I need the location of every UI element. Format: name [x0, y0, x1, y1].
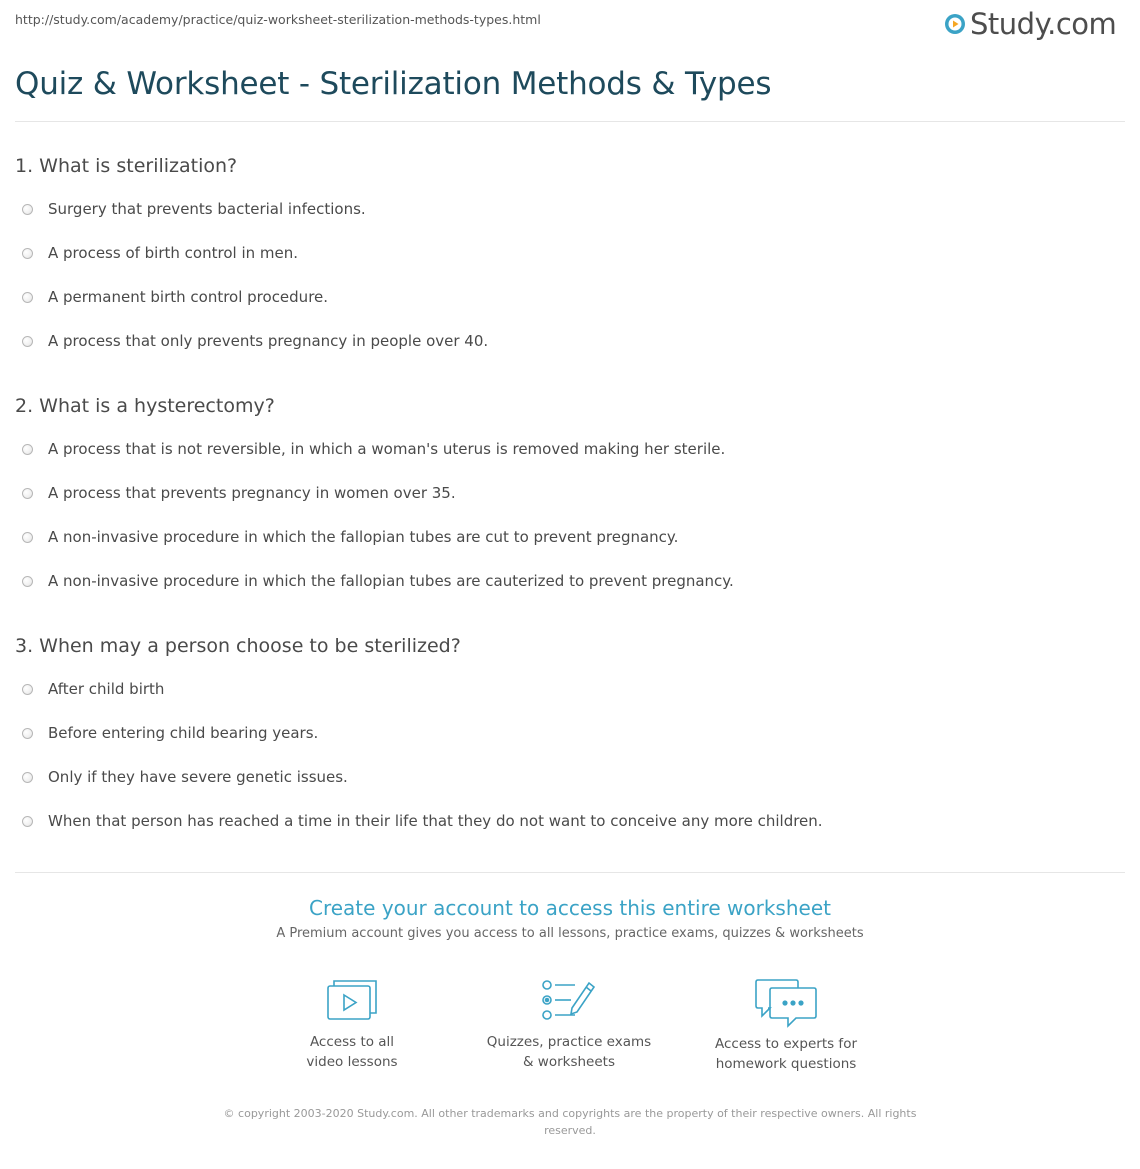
- option-text: A non-invasive procedure in which the fallopian tubes are cauterized to prevent pregnancy.: [48, 572, 734, 590]
- feature-label-line: homework questions: [715, 1056, 857, 1072]
- question-1-option-3[interactable]: [22, 288, 328, 306]
- radio-button[interactable]: [22, 444, 33, 455]
- title-divider: [15, 121, 1125, 122]
- radio-button[interactable]: [22, 292, 33, 303]
- feature-quizzes: [459, 978, 679, 1072]
- feature-label-line: & worksheets: [522, 1054, 615, 1070]
- question-1-option-1[interactable]: [22, 200, 366, 218]
- option-text: Only if they have severe genetic issues.: [48, 768, 348, 786]
- radio-button[interactable]: [22, 816, 33, 827]
- question-3-option-2[interactable]: [22, 724, 318, 742]
- radio-button[interactable]: [22, 248, 33, 259]
- feature-video-lessons: [242, 978, 462, 1072]
- question-2-option-2[interactable]: [22, 484, 456, 502]
- option-text: A process that is not reversible, in which a woman's uterus is removed making her sterile.: [48, 440, 726, 458]
- feature-label-line: Access to all: [309, 1034, 395, 1050]
- copyright-line: © copyright 2003-2020 Study.com. All other trademarks and copyrights are the property of their respective owners. All rights: [223, 1107, 917, 1120]
- option-text: A process that only prevents pregnancy in people over 40.: [48, 332, 489, 350]
- create-account-link[interactable]: Create your account to access this entire worksheet: [309, 896, 831, 920]
- option-text: After child birth: [48, 680, 165, 698]
- option-text: A non-invasive procedure in which the fallopian tubes are cut to prevent pregnancy.: [48, 528, 679, 546]
- premium-description: A Premium account gives you access to all lessons, practice exams, quizzes & worksheets: [276, 926, 864, 941]
- chat-bubbles-icon: [754, 978, 818, 1030]
- question-2-option-4[interactable]: [22, 572, 734, 590]
- option-text: When that person has reached a time in their life that they do not want to conceive any more children.: [48, 812, 823, 830]
- question-1-option-2[interactable]: [22, 244, 298, 262]
- section-divider: [15, 872, 1125, 873]
- radio-button[interactable]: [22, 728, 33, 739]
- option-text: A process of birth control in men.: [48, 244, 298, 262]
- question-2-option-3[interactable]: [22, 528, 678, 546]
- radio-button[interactable]: [22, 488, 33, 499]
- radio-button[interactable]: [22, 684, 33, 695]
- feature-label-line: Access to experts for: [714, 1036, 857, 1052]
- radio-button[interactable]: [22, 532, 33, 543]
- radio-button[interactable]: [22, 772, 33, 783]
- option-text: A process that prevents pregnancy in women over 35.: [48, 484, 456, 502]
- question-2-title: 2. What is a hysterectomy?: [15, 395, 275, 417]
- feature-experts: [676, 978, 896, 1074]
- feature-label-line: video lessons: [306, 1054, 398, 1070]
- option-text: Before entering child bearing years.: [48, 724, 319, 742]
- page-title: Quiz & Worksheet - Sterilization Methods & Types: [15, 66, 772, 102]
- question-3-option-4[interactable]: [22, 812, 823, 830]
- question-3-option-3[interactable]: [22, 768, 348, 786]
- question-2-option-1[interactable]: [22, 440, 725, 458]
- video-lessons-icon: [326, 978, 378, 1022]
- question-1-option-4[interactable]: [22, 332, 488, 350]
- play-circle-icon: [944, 13, 966, 35]
- question-3-title: 3. When may a person choose to be sterilized?: [15, 635, 461, 657]
- study-logo[interactable]: [944, 6, 1116, 42]
- question-3-option-1[interactable]: [22, 680, 164, 698]
- option-text: Surgery that prevents bacterial infections.: [48, 200, 366, 218]
- feature-label-line: Quizzes, practice exams: [486, 1034, 652, 1050]
- radio-button[interactable]: [22, 204, 33, 215]
- option-text: A permanent birth control procedure.: [48, 288, 329, 306]
- radio-button[interactable]: [22, 576, 33, 587]
- radio-button[interactable]: [22, 336, 33, 347]
- logo-text: Study.com: [970, 7, 1117, 41]
- copyright-line: reserved.: [544, 1124, 596, 1137]
- copyright-notice: [210, 1105, 930, 1139]
- quiz-list-icon: [541, 978, 597, 1022]
- question-1-title: 1. What is sterilization?: [15, 155, 238, 177]
- page-url: http://study.com/academy/practice/quiz-worksheet-sterilization-methods-types.html: [15, 12, 541, 27]
